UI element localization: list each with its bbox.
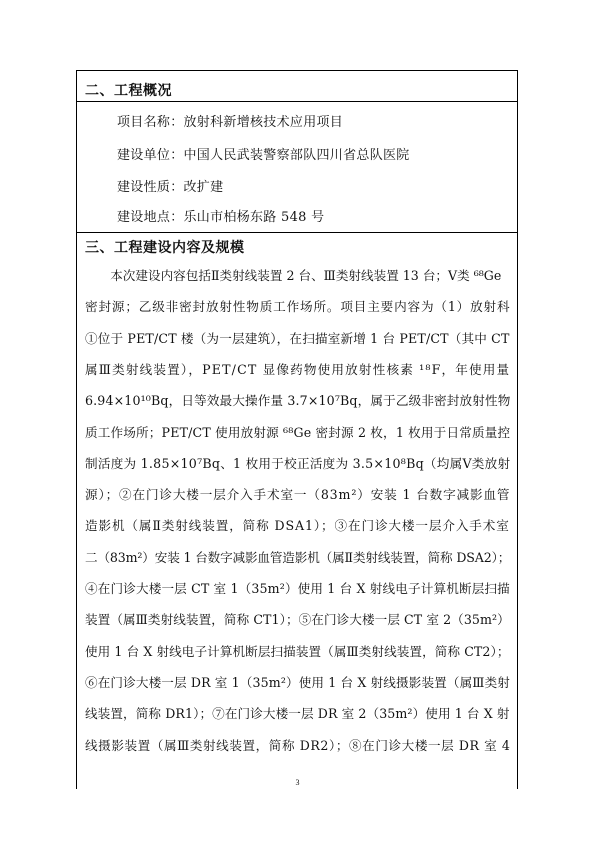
body-line: ⑥在门诊大楼一层 DR 室 1（35m²）使用 1 台 X 射线摄影装置（属Ⅲ类射 <box>85 674 511 690</box>
section-2-title: 二、工程概况 <box>85 83 172 99</box>
body-line: 使用 1 台 X 射线电子计算机断层扫描装置（属Ⅲ类射线装置，简称 CT2）； <box>85 643 510 659</box>
body-line: 线装置，简称 DR1）；⑦在门诊大楼一层 DR 室 2（35m²）使用 1 台 X 射 <box>85 706 510 722</box>
body-line: 源）；②在门诊大楼一层介入手术室一（83m²）安装 1 台数字减影血管 <box>85 487 511 503</box>
project-name: 项目名称：放射科新增核技术应用项目 <box>117 115 344 130</box>
construction-nature: 建设性质：改扩建 <box>117 180 224 195</box>
construction-location: 建设地点：乐山市柏杨东路 548 号 <box>117 210 325 225</box>
body-line: 二（83m²）安装 1 台数字减影血管造影机（属Ⅱ类射线装置，简称 DSA2）； <box>85 549 511 565</box>
section-3-divider <box>76 232 518 233</box>
body-line: 属Ⅲ类射线装置），PET/CT 显像药物使用放射性核素 ¹⁸F，年使用量 <box>85 361 511 377</box>
section-3-title: 三、工程建设内容及规模 <box>85 240 245 256</box>
body-line: 线摄影装置（属Ⅲ类射线装置，简称 DR2）；⑧在门诊大楼一层 DR 室 4 <box>85 737 511 753</box>
construction-unit: 建设单位：中国人民武装警察部队四川省总队医院 <box>117 148 410 163</box>
body-line: 质工作场所；PET/CT 使用放射源 ⁶⁸Ge 密封源 2 枚，1 枚用于日常质量控 <box>85 424 511 440</box>
body-line: 装置（属Ⅲ类射线装置，简称 CT1）；⑤在门诊大楼一层 CT 室 2（35m²） <box>85 612 510 628</box>
section-2-divider <box>76 101 518 102</box>
body-line: 本次建设内容包括Ⅱ类射线装置 2 台、Ⅲ类射线装置 13 台；Ⅴ类 ⁶⁸Ge <box>85 268 502 283</box>
body-line: ①位于 PET/CT 楼（为一层建筑），在扫描室新增 1 台 PET/CT（其中 CT <box>85 330 510 346</box>
page-number: 3 <box>295 778 300 787</box>
body-line: 制活度为 1.85×10⁷Bq、1 枚用于校正活度为 3.5×10⁸Bq（均属Ⅴ类放射 <box>85 455 511 471</box>
body-line: 密封源；乙级非密封放射性物质工作场所。项目主要内容为（1）放射科 <box>85 299 511 315</box>
body-line: 6.94×10¹⁰Bq，日等效最大操作量 3.7×10⁷Bq，属于乙级非密封放射性物 <box>85 393 511 409</box>
body-line: ④在门诊大楼一层 CT 室 1（35m²）使用 1 台 X 射线电子计算机断层扫描 <box>85 581 510 596</box>
body-line: 造影机（属Ⅱ类射线装置，简称 DSA1）；③在门诊大楼一层介入手术室 <box>85 518 510 534</box>
